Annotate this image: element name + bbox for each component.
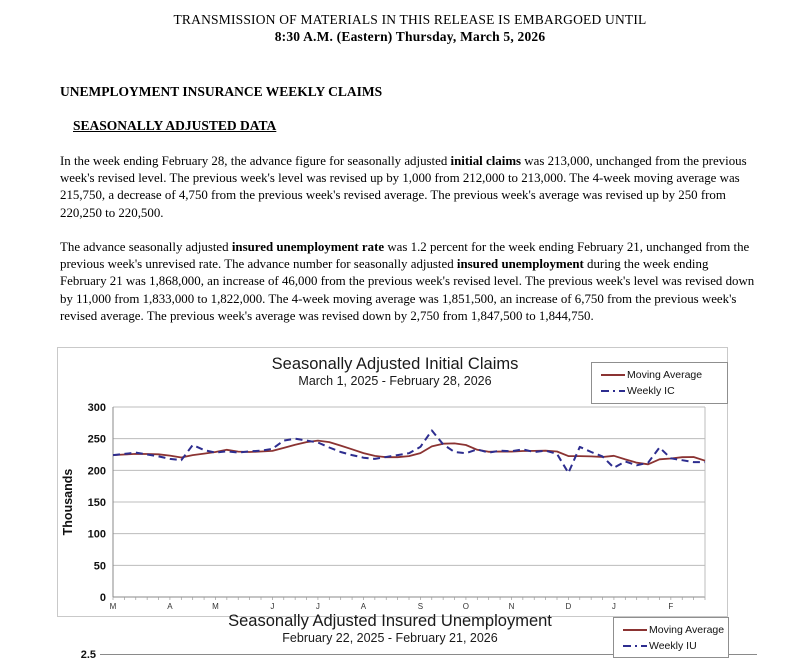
legend-label: Moving Average	[627, 369, 703, 381]
svg-text:100: 100	[87, 528, 106, 541]
chart1-title: Seasonally Adjusted Initial Claims	[271, 355, 519, 373]
svg-text:300: 300	[87, 402, 106, 414]
initial-claims-paragraph	[60, 153, 756, 222]
moving-average-line-icon	[600, 370, 626, 380]
body-text: In the week ending February 28, the advance figure for seasonally adjusted	[60, 154, 451, 168]
section-title: UNEMPLOYMENT INSURANCE WEEKLY CLAIMS	[60, 84, 383, 99]
svg-text:J: J	[270, 602, 275, 611]
chart2-subtitle: February 22, 2025 - February 21, 2026	[282, 631, 498, 645]
insured-unemployment-paragraph	[60, 239, 756, 325]
svg-text:Thousands: Thousands	[61, 468, 75, 536]
body-text: was 213,000, unchanged from the previous week's revised level. The previous week's level was revised up by 1,000 from 212,000 to 213,000. The 4-week moving average was 215,750, a decrease of 4,750 from the previous week's revised average. The previous week's average was revised up by 250 from 220,250 to 220,500.	[60, 154, 747, 220]
embargo-line-1: TRANSMISSION OF MATERIALS IN THIS RELEASE IS EMBARGOED UNTIL	[173, 12, 647, 27]
body-text: was 1.2 percent for the week ending February 21, unchanged from the previous week's unrevised rate. The advance number for seasonally adjusted	[60, 240, 750, 272]
legend-item-moving-average	[600, 367, 721, 383]
body-text: during the week ending February 21 was 1,868,000, an increase of 46,000 from the previous week's revised level. The previous week's level was revised down by 11,000 from 1,833,000 to 1,822,000. The 4-week moving average was 1,851,500, an increase of 6,750 from the previous week's revised average. The previous week's average was revised down by 2,750 from 1,847,500 to 1,844,750.	[60, 257, 755, 323]
legend-item-weekly-ic	[600, 383, 721, 399]
svg-text:A: A	[167, 602, 173, 611]
chart2-title: Seasonally Adjusted Insured Unemployment	[228, 612, 552, 630]
svg-text:200: 200	[87, 465, 106, 478]
legend-item-weekly-iu	[622, 638, 722, 654]
bold-text: insured unemployment	[456, 257, 584, 272]
moving-average-line-icon	[622, 625, 648, 635]
svg-text:S: S	[417, 602, 424, 611]
svg-text:50: 50	[93, 560, 106, 573]
svg-text:2.5: 2.5	[80, 649, 96, 660]
svg-text:150: 150	[87, 497, 106, 509]
subsection-title: SEASONALLY ADJUSTED DATA	[73, 118, 277, 133]
legend-label: Weekly IC	[627, 385, 675, 397]
body-text: The advance seasonally adjusted	[60, 240, 232, 254]
svg-text:250: 250	[87, 433, 106, 446]
bold-text: initial claims	[450, 154, 522, 168]
legend-label: Moving Average	[649, 624, 725, 636]
weekly-ic-dashed-line-icon	[600, 386, 626, 396]
svg-text:J: J	[315, 602, 320, 611]
chart1-legend	[591, 362, 728, 404]
legend-label: Weekly IU	[649, 640, 697, 652]
embargo-line-2: 8:30 A.M. (Eastern) Thursday, March 5, 2026	[274, 29, 546, 44]
embargo-notice	[60, 12, 760, 45]
weekly-iu-dashed-line-icon	[622, 641, 648, 651]
chart1-subtitle: March 1, 2025 - February 28, 2026	[298, 374, 492, 388]
chart2-legend	[613, 617, 729, 658]
svg-text:M: M	[212, 602, 219, 611]
svg-text:M: M	[109, 602, 117, 611]
bold-text: insured unemployment rate	[231, 240, 385, 254]
svg-text:F: F	[668, 602, 674, 611]
svg-text:J: J	[611, 602, 616, 611]
svg-text:D: D	[565, 602, 572, 611]
legend-item-moving-average	[622, 622, 725, 638]
svg-text:O: O	[462, 602, 470, 611]
svg-text:0: 0	[99, 592, 106, 604]
svg-text:A: A	[360, 602, 367, 611]
svg-text:N: N	[508, 602, 515, 611]
